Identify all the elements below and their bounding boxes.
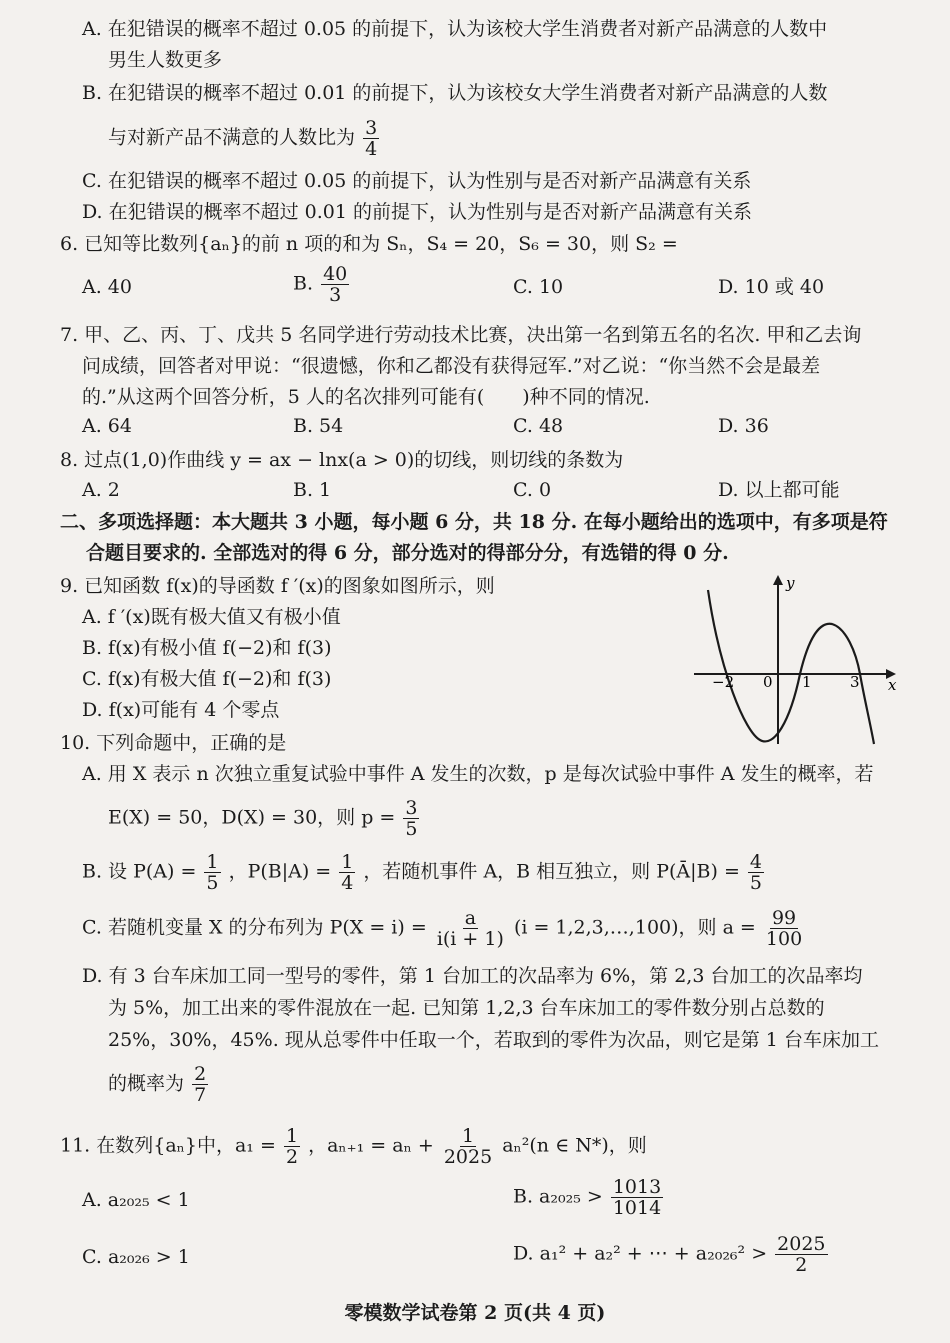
q9-stem: 9. 已知函数 f(x)的导函数 f ′(x)的图象如图所示，则	[60, 575, 495, 597]
q10-option-b: B. 设 P(A) = $\frac{1}{5}$ ，P(B|A) = $\frac{1}{4}$ ，若随机事件 A，B 相互独立，则 P(Ā|B) = $\frac{4}{5}$	[82, 851, 763, 894]
q6-option-b-fraction: $\frac{40}{3}$	[323, 263, 348, 306]
q10-option-a-line2: E(X) = 50，D(X) = 30，则 p = $\frac{3}{5}$	[108, 797, 418, 840]
q5-option-b-fraction: $\frac{3}{4}$	[365, 117, 378, 160]
derivative-graph	[690, 572, 905, 752]
q10-option-d-line1: D. 有 3 台车床加工同一型号的零件，第 1 台加工的次品率为 6%，第 2,3 台加工的次品率均	[82, 965, 863, 987]
tick-label-minus-2: −2	[712, 673, 735, 691]
q11-stem: 11. 在数列{aₙ}中，a₁ = $\frac{1}{2}$ ，aₙ₊₁ = aₙ + $\frac{1}{2025}$ aₙ²(n ∈ N*)，则	[60, 1125, 647, 1168]
q10-c-fraction-2: $\frac{99}{100}$	[765, 907, 803, 950]
q10-b-fraction-3: $\frac{4}{5}$	[749, 851, 763, 894]
q5-option-c: C. 在犯错误的概率不超过 0.05 的前提下，认为性别与是否对新产品满意有关系	[82, 170, 752, 192]
q11-option-b: B. a₂₀₂₅ > $\frac{1013}{1014}$	[513, 1176, 662, 1219]
q5-option-b-text: 与对新产品不满意的人数比为	[108, 126, 356, 149]
q11-d-fraction: $\frac{2025}{2}$	[777, 1233, 826, 1276]
q10-b-fraction-1: $\frac{1}{5}$	[206, 851, 219, 894]
q10-option-c: C. 若随机变量 X 的分布列为 P(X = i) = $\frac{a}{i(i + 1)}$ (i = 1,2,3,…,100)，则 a = $\frac{99}{100}$	[82, 907, 803, 950]
q11-option-a: A. a₂₀₂₅ < 1	[82, 1189, 190, 1211]
q5-option-b-line1: B. 在犯错误的概率不超过 0.01 的前提下，认为该校女大学生消费者对新产品满意的人数	[82, 82, 828, 104]
q6-option-d: D. 10 或 40	[718, 276, 825, 298]
q10-d-fraction: $\frac{2}{7}$	[194, 1063, 207, 1106]
q7-option-d: D. 36	[718, 415, 769, 437]
q11-fraction-2: $\frac{1}{2025}$	[443, 1125, 493, 1168]
q10-option-d-line4: 的概率为 $\frac{2}{7}$	[108, 1063, 207, 1106]
q7-option-b: B. 54	[293, 415, 344, 437]
q5-option-a-line1: A. 在犯错误的概率不超过 0.05 的前提下，认为该校大学生消费者对新产品满意的人数中	[82, 18, 828, 40]
q8-stem: 8. 过点(1,0)作曲线 y = ax − lnx(a > 0)的切线，则切线的条数为	[60, 449, 624, 471]
q7-stem-line2: 问成绩，回答者对甲说：“很遗憾，你和乙都没有获得冠军.”对乙说：“你当然不会是最差	[82, 355, 821, 377]
q5-option-b-line2	[108, 118, 381, 159]
q9-option-a: A. f ′(x)既有极大值又有极小值	[82, 606, 341, 628]
q10-b-fraction-2: $\frac{1}{4}$	[341, 851, 354, 894]
q6-option-b: B. $\frac{40}{3}$	[293, 263, 348, 306]
q6-option-a: A. 40	[82, 276, 132, 298]
q9-option-d: D. f(x)可能有 4 个零点	[82, 699, 280, 721]
q9-option-c: C. f(x)有极大值 f(−2)和 f(3)	[82, 668, 332, 690]
q8-option-c: C. 0	[513, 479, 552, 501]
origin-label: 0	[763, 673, 773, 691]
q7-stem-line3: 的.”从这两个回答分析，5 人的名次排列可能有( )种不同的情况.	[82, 386, 650, 408]
derivative-curve	[708, 590, 874, 744]
q11-option-d: D. a₁² + a₂² + ⋯ + a₂₀₂₆² > $\frac{2025}{2}$	[513, 1233, 826, 1276]
q7-option-c: C. 48	[513, 415, 564, 437]
q11-fraction-1: $\frac{1}{2}$	[285, 1125, 299, 1168]
q7-stem-line1: 7. 甲、乙、丙、丁、戊共 5 名同学进行劳动技术比赛，决出第一名到第五名的名次. 甲和乙去询	[60, 324, 862, 346]
q7-option-a: A. 64	[82, 415, 132, 437]
y-axis-arrow	[773, 575, 783, 585]
section2-header-line2: 合题目要求的. 全部选对的得 6 分，部分选对的得部分分，有选错的得 0 分.	[86, 542, 729, 564]
x-axis-label: x	[888, 676, 897, 694]
y-axis-label: y	[786, 574, 795, 592]
q10-c-fraction-1: $\frac{a}{i(i + 1)}$	[436, 907, 504, 950]
q5-option-d: D. 在犯错误的概率不超过 0.01 的前提下，认为性别与是否对新产品满意有关系	[82, 201, 753, 223]
q10-option-d-line3: 25%，30%，45%. 现从总零件中任取一个，若取到的零件为次品，则它是第 1 台车床加工	[108, 1029, 879, 1051]
q8-option-d: D. 以上都可能	[718, 479, 840, 501]
q6-stem: 6. 已知等比数列{aₙ}的前 n 项的和为 Sₙ，S₄ = 20，S₆ = 30，则 S₂ =	[60, 233, 678, 255]
section2-header-line1: 二、多项选择题：本大题共 3 小题，每小题 6 分，共 18 分. 在每小题给出的选项中，有多项是符	[60, 511, 888, 533]
q10-option-d-line2: 为 5%，加工出来的零件混放在一起. 已知第 1,2,3 台车床加工的零件数分别占总数的	[108, 997, 825, 1019]
tick-label-3: 3	[850, 673, 860, 691]
q6-option-c: C. 10	[513, 276, 564, 298]
q5-option-a-line2: 男生人数更多	[108, 49, 223, 71]
q11-b-fraction: $\frac{1013}{1014}$	[612, 1176, 662, 1219]
q8-option-a: A. 2	[82, 479, 120, 501]
q8-option-b: B. 1	[293, 479, 332, 501]
q10-option-a-line1: A. 用 X 表示 n 次独立重复试验中事件 A 发生的次数，p 是每次试验中事件 A 发生的概率，若	[82, 763, 874, 785]
tick-label-1: 1	[802, 673, 812, 691]
page-footer: 零模数学试卷第 2 页(共 4 页)	[344, 1302, 606, 1324]
q11-option-c: C. a₂₀₂₆ > 1	[82, 1246, 190, 1268]
q10-stem: 10. 下列命题中，正确的是	[60, 732, 287, 754]
q9-option-b: B. f(x)有极小值 f(−2)和 f(3)	[82, 637, 332, 659]
q10-option-a-fraction: $\frac{3}{5}$	[405, 797, 418, 840]
